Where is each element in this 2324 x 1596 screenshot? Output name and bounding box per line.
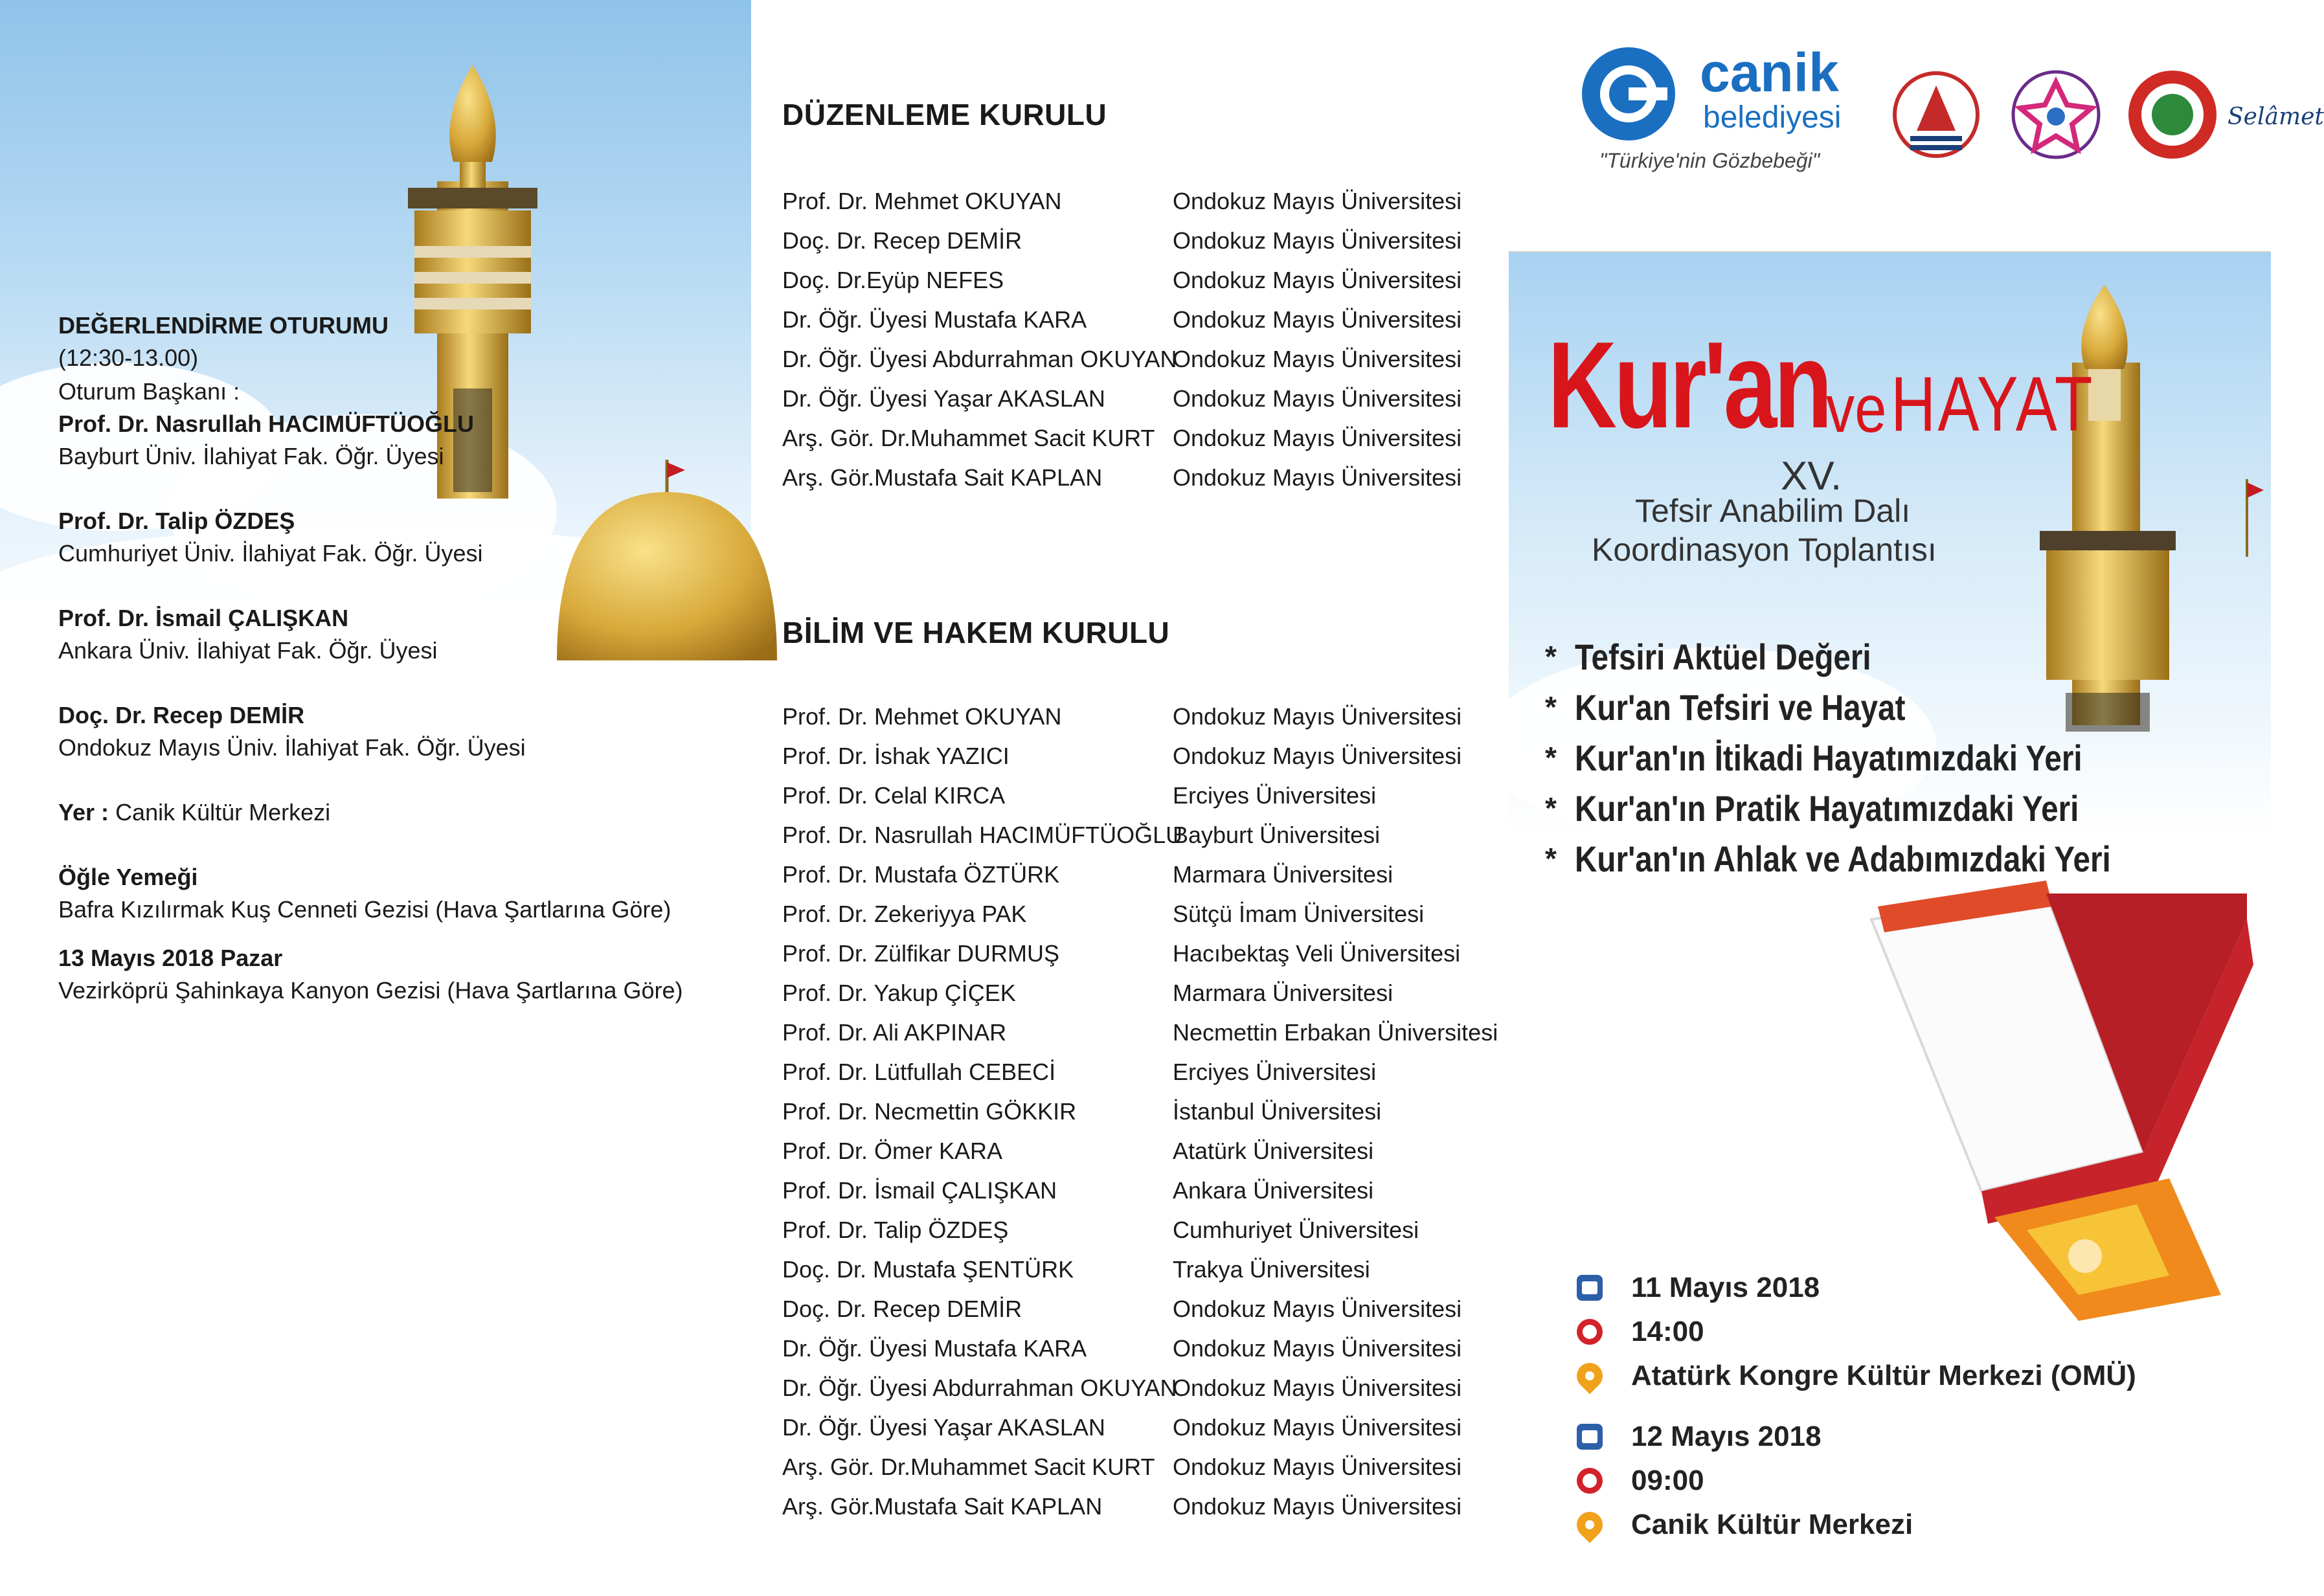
member-name: Arş. Gör.Mustafa Sait KAPLAN <box>782 1492 1103 1520</box>
committee-member-row <box>782 1210 1507 1250</box>
star-bullet: * <box>1545 791 1557 825</box>
session-time: (12:30-13.00) <box>58 344 199 371</box>
member-university: Ondokuz Mayıs Üniversitesi <box>1173 385 1462 412</box>
topics-list <box>1545 631 2206 884</box>
university-logo-icon <box>1891 60 1981 170</box>
committee-member-row <box>782 1131 1507 1171</box>
day1-place: Atatürk Kongre Kültür Merkezi (OMÜ) <box>1631 1360 2136 1391</box>
committee-member-row <box>782 894 1507 934</box>
clock-icon <box>1577 1468 1603 1494</box>
member-name: Arş. Gör.Mustafa Sait KAPLAN <box>782 464 1103 491</box>
member-university: Trakya Üniversitesi <box>1173 1255 1370 1283</box>
committee-member-row <box>782 736 1507 776</box>
person-block <box>58 408 732 473</box>
member-name: Prof. Dr. Celal KIRCA <box>782 781 1006 809</box>
right-panel <box>1509 0 2324 1596</box>
committee-member-row <box>782 1329 1507 1368</box>
committee-member-row <box>782 1368 1507 1408</box>
committee-member-row <box>782 1289 1507 1329</box>
member-name: Doç. Dr. Mustafa ŞENTÜRK <box>782 1255 1074 1283</box>
star-bullet: * <box>1545 690 1557 724</box>
left-panel <box>0 0 751 1596</box>
day1-info <box>1577 1266 2136 1398</box>
faculty-logo-icon <box>2007 60 2104 170</box>
person-block <box>58 602 732 667</box>
committee-member-row <box>782 1092 1507 1131</box>
committee-member-row <box>782 339 1507 379</box>
member-university: Ondokuz Mayıs Üniversitesi <box>1173 702 1462 730</box>
day1-place-row <box>1577 1354 2136 1398</box>
person-name: Prof. Dr. İsmail ÇALIŞKAN <box>58 605 349 631</box>
member-university: Ondokuz Mayıs Üniversitesi <box>1173 424 1462 451</box>
subtitle-department: Tefsir Anabilim Dalı <box>1635 493 1911 529</box>
star-bullet: * <box>1545 842 1557 875</box>
person-name: Prof. Dr. Nasrullah HACIMÜFTÜOĞLU <box>58 410 475 437</box>
day1-time: 14:00 <box>1631 1316 1704 1347</box>
day2-info <box>1577 1415 1913 1547</box>
committee-member-row <box>782 855 1507 894</box>
member-name: Prof. Dr. İshak YAZICI <box>782 742 1010 769</box>
committee-member-row <box>782 1052 1507 1092</box>
organizing-heading: DÜZENLEME KURULU <box>782 98 1107 131</box>
member-name: Prof. Dr. İsmail ÇALIŞKAN <box>782 1176 1057 1204</box>
member-name: Dr. Öğr. Üyesi Mustafa KARA <box>782 1334 1087 1362</box>
canik-brand-sub: belediyesi <box>1703 100 1842 135</box>
middle-panel <box>751 0 1509 1596</box>
member-name: Prof. Dr. Zülfikar DURMUŞ <box>782 939 1060 967</box>
day2-time: 09:00 <box>1631 1465 1704 1496</box>
member-university: Ondokuz Mayıs Üniversitesi <box>1173 464 1462 491</box>
member-name: Prof. Dr. Ali AKPINAR <box>782 1018 1007 1046</box>
member-name: Dr. Öğr. Üyesi Yaşar AKASLAN <box>782 385 1105 412</box>
day2-time-row <box>1577 1459 1913 1503</box>
member-name: Dr. Öğr. Üyesi Abdurrahman OKUYAN <box>782 345 1177 372</box>
logo-bar <box>1554 42 2324 188</box>
topic-item: * Kur'an Tefsiri ve Hayat <box>1545 686 1906 728</box>
canik-slogan: "Türkiye'nin Gözbebeği" <box>1599 149 1820 172</box>
member-university: Ondokuz Mayıs Üniversitesi <box>1173 266 1462 293</box>
member-name: Dr. Öğr. Üyesi Mustafa KARA <box>782 306 1087 333</box>
committee-member-row <box>782 1487 1507 1526</box>
person-name: Doç. Dr. Recep DEMİR <box>58 702 305 728</box>
person-affiliation: Bayburt Üniv. İlahiyat Fak. Öğr. Üyesi <box>58 443 444 469</box>
member-name: Dr. Öğr. Üyesi Abdurrahman OKUYAN <box>782 1374 1177 1401</box>
quran-rahle-image <box>1833 881 2266 1321</box>
title-hayat: HAYAT <box>1891 361 2095 447</box>
person-block <box>58 699 732 764</box>
member-name: Arş. Gör. Dr.Muhammet Sacit KURT <box>782 424 1155 451</box>
member-university: Ondokuz Mayıs Üniversitesi <box>1173 1295 1462 1322</box>
member-university: Ondokuz Mayıs Üniversitesi <box>1173 306 1462 333</box>
committee-member-row <box>782 379 1507 418</box>
day2-place: Canik Kültür Merkezi <box>1631 1509 1913 1540</box>
member-university: Cumhuriyet Üniversitesi <box>1173 1216 1419 1243</box>
member-name: Prof. Dr. Yakup ÇİÇEK <box>782 979 1016 1006</box>
lunch-text: Bafra Kızılırmak Kuş Cenneti Gezisi (Hava Şartlarına Göre) <box>58 896 671 923</box>
member-name: Prof. Dr. Mehmet OKUYAN <box>782 702 1062 730</box>
session-block <box>58 309 732 374</box>
canik-logo-icon <box>1580 45 1677 142</box>
member-name: Prof. Dr. Zekeriyya PAK <box>782 900 1027 927</box>
person-affiliation: Ankara Üniv. İlahiyat Fak. Öğr. Üyesi <box>58 637 438 664</box>
member-university: Marmara Üniversitesi <box>1173 860 1393 888</box>
committee-member-row <box>782 1171 1507 1210</box>
person-name: Prof. Dr. Talip ÖZDEŞ <box>58 508 295 534</box>
edition-number: XV. <box>1781 454 1842 499</box>
day3-text: Vezirköprü Şahinkaya Kanyon Gezisi (Hava Şartlarına Göre) <box>58 977 683 1004</box>
day3-title: 13 Mayıs 2018 Pazar <box>58 945 283 971</box>
event-title <box>1548 317 2095 454</box>
subtitle-meeting: Koordinasyon Toplantısı <box>1592 532 1937 568</box>
member-name: Dr. Öğr. Üyesi Yaşar AKASLAN <box>782 1413 1105 1441</box>
municipality-seal-icon <box>2124 60 2221 170</box>
person-affiliation: Cumhuriyet Üniv. İlahiyat Fak. Öğr. Üyesi <box>58 540 483 567</box>
member-name: Arş. Gör. Dr.Muhammet Sacit KURT <box>782 1453 1155 1480</box>
calendar-icon <box>1577 1424 1603 1450</box>
committee-member-row <box>782 221 1507 260</box>
committee-member-row <box>782 697 1507 736</box>
star-bullet: * <box>1545 640 1557 673</box>
member-university: Ondokuz Mayıs Üniversitesi <box>1173 345 1462 372</box>
day2-place-row <box>1577 1503 1913 1547</box>
session-title: DEĞERLENDİRME OTURUMU <box>58 312 389 339</box>
topic-item: * Kur'an'ın İtikadi Hayatımızdaki Yeri <box>1545 737 2082 778</box>
location-pin-icon <box>1572 1358 1608 1395</box>
day2-date-row <box>1577 1415 1913 1459</box>
member-name: Prof. Dr. Ömer KARA <box>782 1137 1003 1164</box>
member-name: Prof. Dr. Mustafa ÖZTÜRK <box>782 860 1060 888</box>
topic-item: * Kur'an'ın Ahlak ve Adabımızdaki Yeri <box>1545 838 2111 879</box>
day1-date-row <box>1577 1266 2136 1310</box>
title-ve: ve <box>1826 372 1887 447</box>
committee-member-row <box>782 776 1507 815</box>
committee-member-row <box>782 934 1507 973</box>
place-line <box>58 796 732 829</box>
committee-member-row <box>782 973 1507 1013</box>
lunch-title: Öğle Yemeği <box>58 864 198 890</box>
science-heading: BİLİM VE HAKEM KURULU <box>782 616 1170 649</box>
member-name: Prof. Dr. Mehmet OKUYAN <box>782 187 1062 214</box>
committee-member-row <box>782 815 1507 855</box>
selamet-script: Selâmet <box>2228 104 2324 130</box>
member-university: Ondokuz Mayıs Üniversitesi <box>1173 1492 1462 1520</box>
committee-member-row <box>782 1408 1507 1447</box>
member-name: Doç. Dr.Eyüp NEFES <box>782 266 1004 293</box>
location-pin-icon <box>1572 1507 1608 1544</box>
topic-item: * Tefsiri Aktüel Değeri <box>1545 636 1871 677</box>
member-name: Doç. Dr. Recep DEMİR <box>782 227 1022 254</box>
member-name: Prof. Dr. Talip ÖZDEŞ <box>782 1216 1009 1243</box>
title-kuran: Kur'an <box>1548 317 1830 454</box>
committee-member-row <box>782 181 1507 221</box>
member-university: Ondokuz Mayıs Üniversitesi <box>1173 187 1462 214</box>
member-university: İstanbul Üniversitesi <box>1173 1097 1382 1125</box>
member-university: Sütçü İmam Üniversitesi <box>1173 900 1425 927</box>
science-list <box>782 697 1507 1526</box>
member-university: Ondokuz Mayıs Üniversitesi <box>1173 742 1462 769</box>
calendar-icon <box>1577 1275 1603 1301</box>
lunch-block <box>58 861 732 926</box>
person-block <box>58 505 732 570</box>
person-affiliation: Ondokuz Mayıs Üniv. İlahiyat Fak. Öğr. Üyesi <box>58 734 526 761</box>
member-university: Erciyes Üniversitesi <box>1173 1058 1377 1085</box>
member-name: Doç. Dr. Recep DEMİR <box>782 1295 1022 1322</box>
chair-label: Oturum Başkanı : <box>58 378 240 405</box>
place-value: Canik Kültür Merkezi <box>115 799 331 826</box>
place-label: Yer : <box>58 799 109 826</box>
member-university: Erciyes Üniversitesi <box>1173 781 1377 809</box>
day1-date: 11 Mayıs 2018 <box>1631 1272 1820 1303</box>
organizing-list <box>782 181 1507 497</box>
member-name: Prof. Dr. Necmettin GÖKKIR <box>782 1097 1077 1125</box>
committee-member-row <box>782 418 1507 458</box>
member-name: Prof. Dr. Nasrullah HACIMÜFTÜOĞLU <box>782 821 1183 848</box>
day1-time-row <box>1577 1310 2136 1354</box>
member-university: Ondokuz Mayıs Üniversitesi <box>1173 1334 1462 1362</box>
member-name: Prof. Dr. Lütfullah CEBECİ <box>782 1058 1056 1085</box>
topic-item: * Kur'an'ın Pratik Hayatımızdaki Yeri <box>1545 787 2079 829</box>
clock-icon <box>1577 1319 1603 1345</box>
committee-member-row <box>782 1447 1507 1487</box>
member-university: Ondokuz Mayıs Üniversitesi <box>1173 1453 1462 1480</box>
member-university: Ondokuz Mayıs Üniversitesi <box>1173 227 1462 254</box>
committee-member-row <box>782 1250 1507 1289</box>
day3-block <box>58 942 732 1007</box>
member-university: Necmettin Erbakan Üniversitesi <box>1173 1018 1498 1046</box>
member-university: Ankara Üniversitesi <box>1173 1176 1374 1204</box>
member-university: Ondokuz Mayıs Üniversitesi <box>1173 1374 1462 1401</box>
committee-member-row <box>782 1013 1507 1052</box>
member-university: Atatürk Üniversitesi <box>1173 1137 1374 1164</box>
canik-brand: canik <box>1700 42 1839 103</box>
committee-member-row <box>782 300 1507 339</box>
star-bullet: * <box>1545 741 1557 774</box>
member-university: Bayburt Üniversitesi <box>1173 821 1381 848</box>
committee-member-row <box>782 458 1507 497</box>
member-university: Marmara Üniversitesi <box>1173 979 1393 1006</box>
committee-member-row <box>782 260 1507 300</box>
day2-date: 12 Mayıs 2018 <box>1631 1421 1822 1452</box>
member-university: Ondokuz Mayıs Üniversitesi <box>1173 1413 1462 1441</box>
member-university: Hacıbektaş Veli Üniversitesi <box>1173 939 1461 967</box>
